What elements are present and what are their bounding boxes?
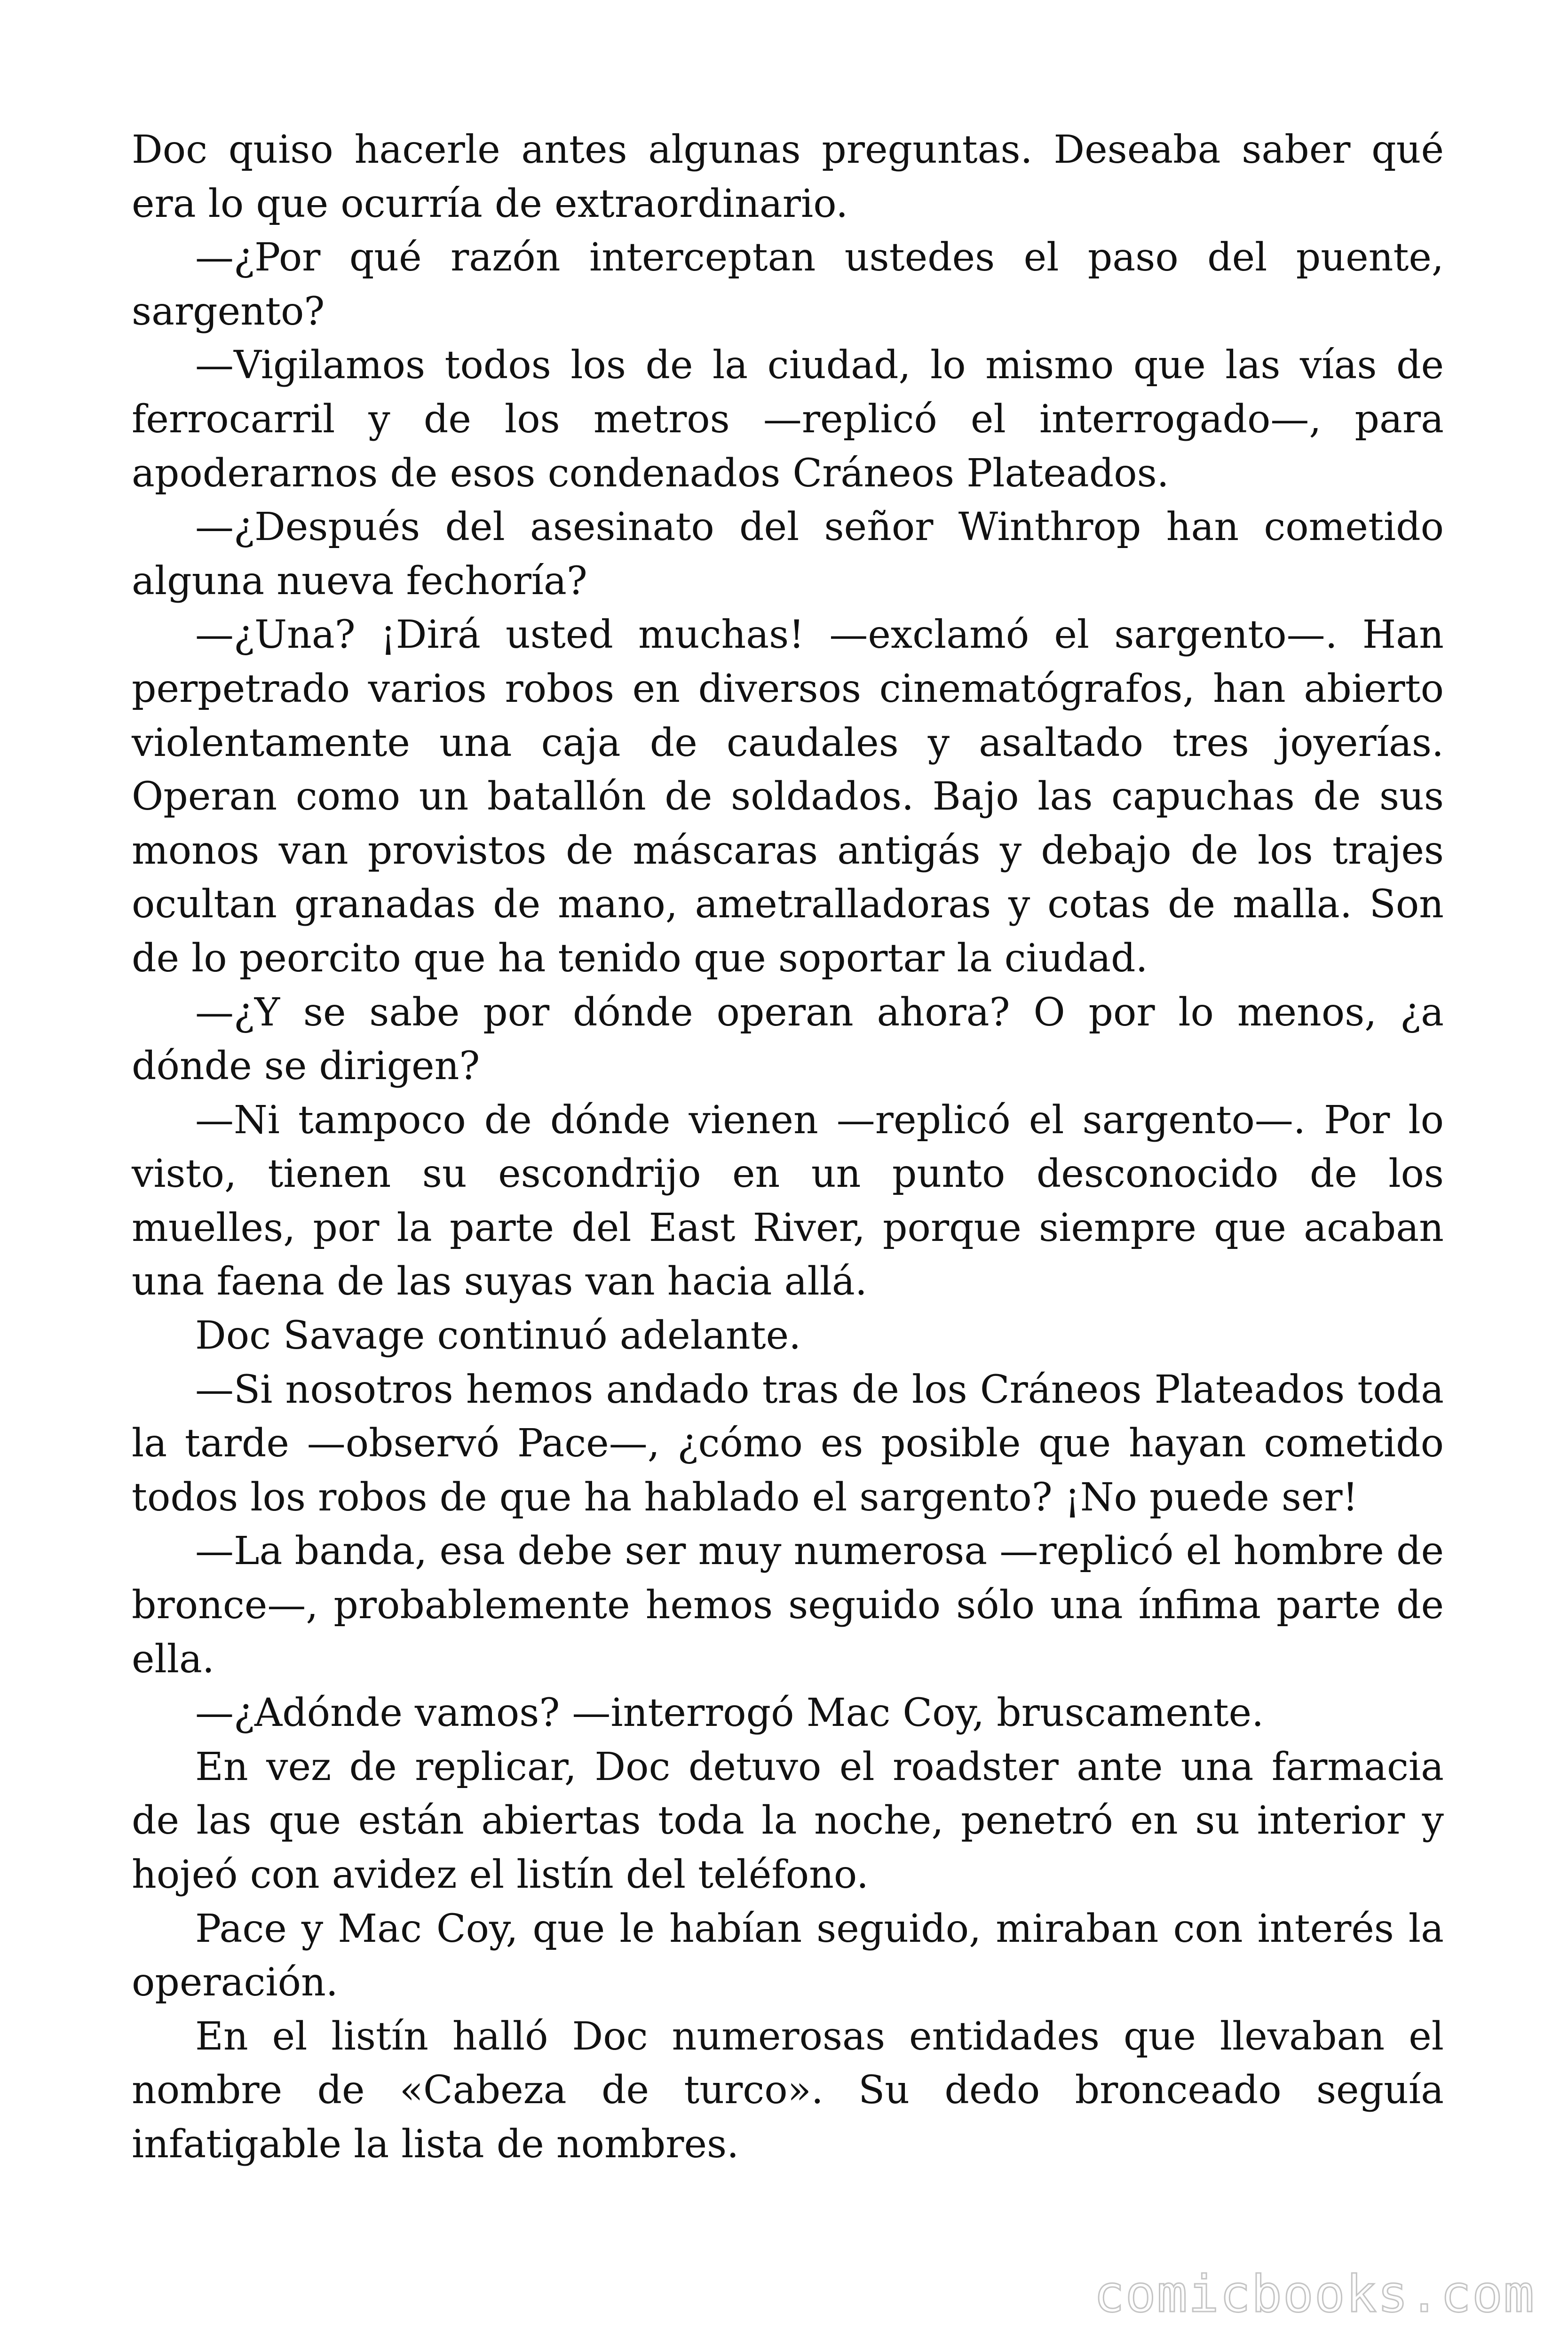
paragraph: Doc Savage continuó adelante. bbox=[195, 1313, 801, 1359]
paragraph: Doc quiso hacerle antes algunas preguntas. Deseaba saber qué era lo que ocurría de extraordinario. bbox=[132, 127, 1444, 226]
paragraph: —La banda, esa debe ser muy numerosa —replicó el hombre de bronce—, probablemente hemos seguido sólo una ínfima parte de ella. bbox=[132, 1529, 1444, 1682]
paragraph: —¿Y se sabe por dónde operan ahora? O por lo menos, ¿a dónde se dirigen? bbox=[132, 990, 1444, 1089]
paragraph: —¿Después del asesinato del señor Winthrop han cometido alguna nueva fechoría? bbox=[132, 505, 1444, 604]
paragraph: —¿Por qué razón interceptan ustedes el paso del puente, sargento? bbox=[132, 235, 1444, 334]
paragraph: Pace y Mac Coy, que le habían seguido, miraban con interés la operación. bbox=[132, 1906, 1444, 2005]
paragraph: —Si nosotros hemos andado tras de los Cráneos Plateados toda la tarde —observó Pace—, ¿cómo es posible que hayan cometido todos los robos de que ha hablado el sargento? ¡No puede ser! bbox=[132, 1367, 1444, 1520]
site-watermark: comicbooks.com bbox=[1093, 2265, 1535, 2324]
paragraph: —Vigilamos todos los de la ciudad, lo mismo que las vías de ferrocarril y de los metros —replicó el interrogado—, para apoderarnos de esos condenados Cráneos Plateados. bbox=[132, 343, 1444, 496]
paragraph: En vez de replicar, Doc detuvo el roadster ante una farmacia de las que están abiertas toda la noche, penetró en su interior y hojeó con avidez el listín del teléfono. bbox=[132, 1744, 1444, 1897]
paragraph: —¿Adónde vamos? —interrogó Mac Coy, bruscamente. bbox=[195, 1691, 1264, 1736]
paragraph: —¿Una? ¡Dirá usted muchas! —exclamó el sargento—. Han perpetrado varios robos en diversos cinematógrafos, han abierto violentamente una caja de caudales y asaltado tres joyerías. Operan como un batallón de soldados. Bajo las capuchas de sus monos van provistos de máscaras antigás y debajo de los trajes ocultan granadas de mano, ametralladoras y cotas de malla. Son de lo peorcito que ha tenido que soportar la ciudad. bbox=[132, 612, 1444, 981]
page-body-text bbox=[132, 123, 1444, 2172]
paragraph: —Ni tampoco de dónde vienen —replicó el sargento—. Por lo visto, tienen su escondrijo en un punto desconocido de los muelles, por la parte del East River, porque siempre que acaban una faena de las suyas van hacia allá. bbox=[132, 1097, 1444, 1304]
paragraph: En el listín halló Doc numerosas entidades que llevaban el nombre de «Cabeza de turco». Su dedo bronceado seguía infatigable la lista de nombres. bbox=[132, 2014, 1444, 2167]
